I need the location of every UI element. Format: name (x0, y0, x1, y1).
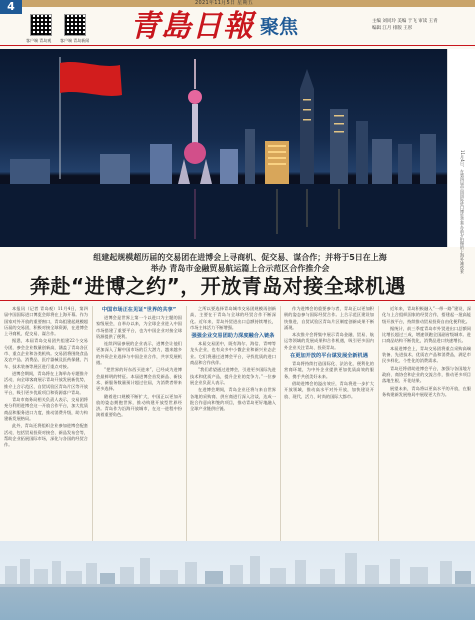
article-column-5 (382, 306, 471, 542)
header-rule (0, 45, 475, 46)
article-column-2 (96, 306, 182, 542)
headline-kicker (70, 252, 410, 274)
paragraph: 进博会期间，青岛将在上海举办专题推介活动，向全球客商展示青岛开放发展新优势，推介上合示范区、自贸试验区青岛片区等开放平台，吸引更多优质项目和资源落户青岛。 (4, 370, 88, 395)
paragraph: 展望未来，青岛将以更高水平的开放，在服务构建新发展格局中展现更大作为。 (382, 385, 471, 397)
paragraph: 据统计，前三季度青岛市外贸进出口总额同比增长超过三成，增速领跑全国副省级城市。进口商品结构不断优化，消费品进口快速增长。 (382, 325, 471, 344)
qr-caption: 客户端 青岛观 (26, 38, 52, 43)
qr-code-icon (30, 14, 52, 36)
column-divider (92, 306, 93, 542)
city-skyline-illustration (0, 541, 475, 620)
staff-line: 主编 刘同玲 美编 于飞 审读 王青 (372, 19, 438, 24)
main-headline: 奔赴“进博之约”，开放青岛对接全球机遇 (30, 274, 406, 298)
paragraph: 青岛还将借助进博会平台，加强与各国地方政府、商协会和企业的交流合作，推动更多项目落地生根、开花结果。 (382, 365, 471, 384)
section-title: 聚焦 (260, 16, 299, 38)
kicker-line: 举办 青岛市金融贸易航运篇上合示范区合作推介会 (150, 264, 330, 273)
paragraph: 之所以要选择青岛城市交易团规模再创新高，主要在于青岛与全球的经贸合作不断深化。近年来，青岛外贸进出口总额持续增长，市场主体活力不断增强。 (190, 306, 276, 330)
column-divider (280, 306, 281, 542)
paragraph: 作为进博会的重要参与者，青岛正以更加积极的姿态参与国际经贸合作。上合示范区建设加快推进，自贸试验区青岛片区制度创新成果不断涌现。 (284, 306, 374, 330)
section-subhead: 中国市场正在见证“世界的共享” (101, 307, 177, 313)
article-column-1 (4, 306, 88, 542)
column-divider (378, 306, 379, 542)
qr-code-icon (64, 14, 86, 36)
paragraph: 青岛市商务局相关负责人表示，交易团将充分利用进博会这一开放合作平台，加大优质商品和服务进口力度，推动消费升级，助力构建新发展格局。 (4, 397, 88, 422)
masthead-logo: 青島日報 (130, 9, 254, 44)
paragraph: “把世界的好东西买进来”，已经成为进博会最鲜明的特征。本届进博会首发新品、新技术、新服务数量预计超过往届，为消费者带来更多选择。 (96, 367, 182, 392)
article-column-4 (284, 306, 374, 542)
paragraph: “我们希望通过进博会，引进更多国际先进技术和优质产品，提升企业的竞争力。”一位参展企业负责人表示。 (190, 367, 276, 385)
kicker-line: 组建起规模超历届的交易团在进博会上寻商机、促交易、谋合作；并将于5日在上海 (93, 253, 387, 262)
photo-caption: 11月4日，在第四届中国国际进口博览会举办前夕拍摄的上海外滩夜景 (460, 150, 465, 274)
paragraph: 此外，青岛还将组织企业参加进博会配套活动，包括贸易投资对接会、新品发布会等，帮助企业拓展国际市场，深化与各国的经贸合作。 (4, 423, 88, 448)
column-divider (186, 306, 187, 542)
paragraph: 近年来，青岛积极融入“一带一路”建设，深化与上合组织国家的经贸合作，搭建起一批高能级开放平台，持续推动贸易投资自由化便利化。 (382, 306, 471, 324)
title-rule (0, 300, 475, 301)
paragraph: 在进博会期间，青岛企业还将与来自世界各地的采购商、供应商进行深入洽谈，达成一批合作意向和签约项目，推动青岛更好地融入全球产业链供应链。 (190, 387, 276, 412)
skyline-illustration (0, 49, 447, 247)
lead-photo (0, 49, 447, 247)
page-number: 4 (0, 0, 22, 14)
paragraph: 连续四届参展的企业表示，进博会让他们更加深入了解中国市场的巨大潜力，越来越多的外资企业选择与中国企业合作，共享发展机遇。 (96, 341, 182, 366)
date-line: 2021年11月5日 星期五 (195, 0, 254, 6)
section-subhead: 在更加开放的平台谋发展全新机遇 (290, 353, 368, 360)
paragraph: 本届交易团中，既有海尔、海信、青啤等龙头企业，也有众多中小微企业和新兴业态企业。它们将通过进博会平台，寻找优质的进口商品和合作伙伴。 (190, 341, 276, 366)
article-column-3 (190, 306, 276, 542)
bottom-skyline-photo (0, 541, 475, 620)
section-subhead: 强强企业交易团助力深度融合入链条 (191, 333, 275, 340)
paragraph: 本次推介会将集中展示青岛金融、贸易、航运等领域的发展成果和合作机遇，吸引更多国内外企业关注青岛、投资青岛。 (284, 332, 374, 350)
qr-caption: 客户端 青岛新闻 (60, 38, 90, 43)
paragraph: 进博会是世界上第一个以进口为主题的国家级展会，自举办以来，为全球企业进入中国市场搭建了重要平台，也为中国企业对接全球资源提供了便利。 (96, 315, 182, 339)
paragraph: 据悉，本届青岛交易团共组建22个交易分团，参会企业数量创新高，涵盖了青岛各区市、重点企业和各类机构。交易团将围绕食品及农产品、消费品、医疗器械及医药保健、汽车、技术装备等展区进行重点对接。 (4, 338, 88, 369)
paragraph: 借助进博会的溢出效应，青岛将进一步扩大开放领域，推动高水平对外开放，加快建设开放、现代、活力、时尚的国际大都市。 (284, 380, 374, 399)
staff-line: 编辑 江月 排版 王彤 (372, 26, 413, 31)
paragraph: 本届进博会上，青岛交易团将重点采购高端装备、先进技术、优质农产品和消费品，满足市民多样化、个性化的消费需求。 (382, 345, 471, 364)
paragraph: 青岛将持续打造国际化、法治化、便利化的营商环境，为中外企业提供更加优质高效的服务，携手共创美好未来。 (284, 361, 374, 379)
staff-credits (372, 18, 472, 32)
paragraph: 随着进口规模不断扩大，中国正以更加开放的姿态拥抱世界，推动构建开放型世界经济。青岛作为沿海开放城市，在这一进程中扮演着重要角色。 (96, 393, 182, 418)
paragraph: 本报讯（记者 青岛观）11月4日，第四届中国国际进口博览会即将在上海开幕。作为国家对外开放的重要窗口，青岛组建起规模超历届的交易团，积极对接全球资源，在进博会上寻商机、促交易、谋合作。 (4, 306, 88, 337)
